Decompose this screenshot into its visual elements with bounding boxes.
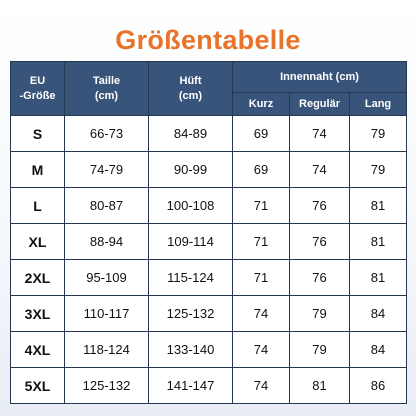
header-waist-line1: Taille xyxy=(92,74,121,87)
cell-inseam-regular: 79 xyxy=(290,296,350,332)
header-hip xyxy=(149,62,233,116)
header-hip-line1: Hüft xyxy=(179,74,202,87)
cell-inseam-short: 74 xyxy=(233,332,290,368)
cell-waist: 95-109 xyxy=(65,260,149,296)
table-row xyxy=(11,152,407,188)
cell-waist: 88-94 xyxy=(65,224,149,260)
cell-waist: 74-79 xyxy=(65,152,149,188)
cell-eu-size: 2XL xyxy=(11,260,65,296)
table-row xyxy=(11,332,407,368)
header-eu-size xyxy=(11,62,65,116)
table-row xyxy=(11,116,407,152)
header-eu-size-line1: EU xyxy=(29,74,46,87)
cell-inseam-long: 84 xyxy=(350,296,407,332)
cell-inseam-regular: 76 xyxy=(290,260,350,296)
cell-eu-size: S xyxy=(11,116,65,152)
cell-inseam-long: 81 xyxy=(350,224,407,260)
cell-eu-size: L xyxy=(11,188,65,224)
cell-inseam-long: 79 xyxy=(350,152,407,188)
cell-inseam-short: 71 xyxy=(233,260,290,296)
cell-hip: 100-108 xyxy=(149,188,233,224)
cell-inseam-regular: 76 xyxy=(290,188,350,224)
header-short: Kurz xyxy=(233,93,290,116)
cell-inseam-short: 71 xyxy=(233,224,290,260)
cell-hip: 90-99 xyxy=(149,152,233,188)
cell-hip: 133-140 xyxy=(149,332,233,368)
cell-hip: 141-147 xyxy=(149,368,233,404)
cell-waist: 118-124 xyxy=(65,332,149,368)
cell-eu-size: XL xyxy=(11,224,65,260)
cell-inseam-regular: 74 xyxy=(290,116,350,152)
cell-inseam-regular: 79 xyxy=(290,332,350,368)
cell-waist: 80-87 xyxy=(65,188,149,224)
cell-inseam-short: 74 xyxy=(233,368,290,404)
header-row-top xyxy=(11,62,407,93)
cell-inseam-long: 86 xyxy=(350,368,407,404)
page-title: Größentabelle xyxy=(115,25,301,55)
cell-inseam-long: 81 xyxy=(350,260,407,296)
cell-inseam-short: 74 xyxy=(233,296,290,332)
header-hip-line2: (cm) xyxy=(178,89,203,102)
header-waist-line2: (cm) xyxy=(94,89,119,102)
cell-eu-size: M xyxy=(11,152,65,188)
cell-inseam-short: 69 xyxy=(233,116,290,152)
table-row xyxy=(11,188,407,224)
cell-eu-size: 3XL xyxy=(11,296,65,332)
cell-waist: 110-117 xyxy=(65,296,149,332)
cell-waist: 125-132 xyxy=(65,368,149,404)
cell-inseam-long: 84 xyxy=(350,332,407,368)
cell-inseam-long: 81 xyxy=(350,188,407,224)
cell-hip: 84-89 xyxy=(149,116,233,152)
cell-inseam-short: 71 xyxy=(233,188,290,224)
cell-inseam-regular: 76 xyxy=(290,224,350,260)
table-row xyxy=(11,260,407,296)
size-chart-table xyxy=(10,61,407,404)
cell-eu-size: 4XL xyxy=(11,332,65,368)
cell-inseam-short: 69 xyxy=(233,152,290,188)
header-eu-size-line2: -Größe xyxy=(19,89,56,102)
cell-inseam-regular: 74 xyxy=(290,152,350,188)
header-regular: Regulär xyxy=(290,93,350,116)
cell-eu-size: 5XL xyxy=(11,368,65,404)
table-row xyxy=(11,296,407,332)
header-long: Lang xyxy=(350,93,407,116)
header-inseam: Innennaht (cm) xyxy=(233,62,407,93)
table-row xyxy=(11,224,407,260)
cell-hip: 125-132 xyxy=(149,296,233,332)
table-row xyxy=(11,368,407,404)
header-waist xyxy=(65,62,149,116)
cell-inseam-regular: 81 xyxy=(290,368,350,404)
cell-hip: 109-114 xyxy=(149,224,233,260)
cell-hip: 115-124 xyxy=(149,260,233,296)
cell-inseam-long: 79 xyxy=(350,116,407,152)
cell-waist: 66-73 xyxy=(65,116,149,152)
